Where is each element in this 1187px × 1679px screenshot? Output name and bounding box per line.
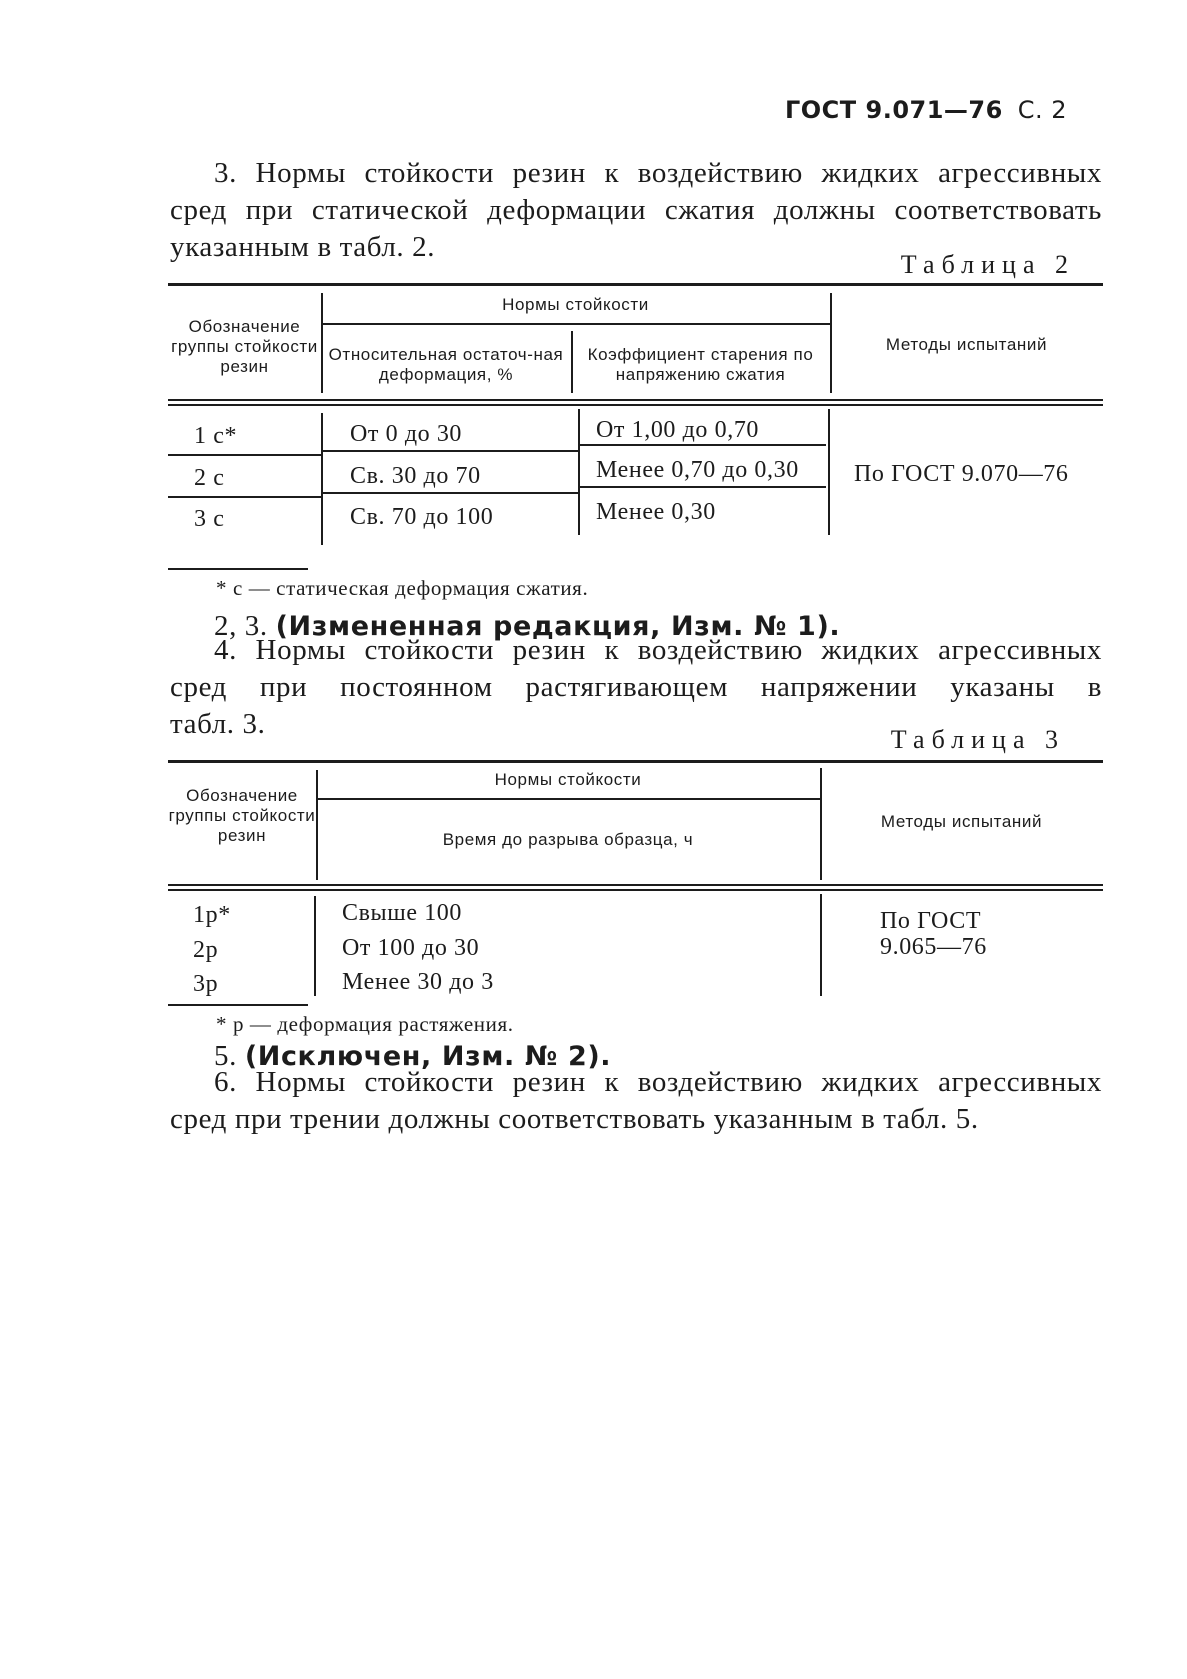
section-3-line-2: сред при статической деформации сжатия должны соответствовать bbox=[170, 194, 1102, 226]
table-2-row-sep-def-2 bbox=[321, 492, 578, 494]
section-4-line-1: 4. Нормы стойкости резин к воздействию жидких агрессивных bbox=[214, 634, 1102, 666]
table-3-header-rule-a bbox=[168, 884, 1103, 886]
table-3-method-line-1: По ГОСТ bbox=[880, 908, 982, 934]
table-2-header-rule-b bbox=[168, 404, 1103, 406]
table-2-row-sep-coef-2 bbox=[578, 486, 826, 488]
table-2-top-rule bbox=[168, 283, 1103, 286]
table-3-norms-group: Нормы стойкости bbox=[494, 770, 642, 789]
page-number: С. 2 bbox=[1017, 96, 1067, 124]
table-3-header-rule-b bbox=[168, 889, 1103, 891]
section-6-line-2: сред при трении должны соответствовать указанным в табл. 5. bbox=[170, 1103, 979, 1135]
table-2-col-methods: Методы испытаний bbox=[885, 335, 1048, 354]
table-2-norms-rule bbox=[321, 323, 830, 325]
table-2-row-1-coef: От 1,00 до 0,70 bbox=[596, 417, 760, 443]
amendment-1-text: (Измененная редакция, Изм. № 1). bbox=[275, 611, 841, 642]
amendment-2-text: (Исключен, Изм. № 2). bbox=[244, 1041, 612, 1072]
table-2-norms-group: Нормы стойкости bbox=[502, 295, 649, 314]
table-3-top-rule bbox=[168, 760, 1103, 763]
table-3-col-group: Обозначение группы стойкости резин bbox=[168, 786, 316, 845]
table-3-col-time: Время до разрыва образца, ч bbox=[442, 830, 694, 849]
table-3-col-methods: Методы испытаний bbox=[880, 812, 1043, 831]
table-2 bbox=[168, 283, 1103, 573]
table-2-body-vrule-2 bbox=[578, 409, 580, 535]
table-2-body-vrule-3 bbox=[828, 409, 830, 535]
table-2-row-2-deformation: Св. 30 до 70 bbox=[350, 463, 481, 489]
section-3-line-1: 3. Нормы стойкости резин к воздействию жидких агрессивных bbox=[214, 157, 1102, 189]
table-3-row-3-time: Менее 30 до 3 bbox=[342, 969, 494, 995]
section-6-paragraph bbox=[170, 1064, 1102, 1138]
table-3-norms-rule bbox=[316, 798, 820, 800]
table-3-row-2-group: 2р bbox=[193, 937, 219, 963]
section-4-line-2: сред при постоянном растягивающем напряжении указаны в bbox=[170, 671, 1102, 703]
table-3 bbox=[168, 760, 1103, 1010]
amendment-2-prefix: 5. bbox=[214, 1040, 237, 1072]
table-2-row-2-coef: Менее 0,70 до 0,30 bbox=[596, 457, 799, 483]
table-3-body-vrule-2 bbox=[820, 894, 822, 996]
table-2-row-sep-coef-1 bbox=[578, 444, 826, 446]
table-2-footnote: * с — статическая деформация сжатия. bbox=[216, 576, 589, 600]
table-3-row-1-group: 1р* bbox=[193, 902, 231, 928]
table-3-method-line-2: 9.065—76 bbox=[880, 934, 987, 960]
table-2-header-rule-a bbox=[168, 399, 1103, 401]
standard-number: ГОСТ 9.071—76 bbox=[784, 96, 1003, 124]
table-3-footnote-rule bbox=[168, 1004, 308, 1006]
table-2-row-sep-def-1 bbox=[321, 450, 578, 452]
table-2-row-3-coef: Менее 0,30 bbox=[596, 499, 716, 525]
table-2-col-deformation: Относительная остаточ-ная деформация, % bbox=[328, 345, 564, 384]
table-3-footnote: * р — деформация растяжения. bbox=[216, 1012, 514, 1036]
table-2-row-3-group: 3 с bbox=[194, 506, 225, 532]
table-3-row-1-time: Свыше 100 bbox=[342, 900, 462, 926]
table-2-row-1-group: 1 с* bbox=[194, 423, 238, 449]
table-2-col-group: Обозначение группы стойкости резин bbox=[171, 317, 318, 376]
table-2-row-sep-group-2 bbox=[168, 496, 321, 498]
table-2-row-1-deformation: От 0 до 30 bbox=[350, 421, 463, 447]
table-2-col-coef: Коэффициент старения по напряжению сжатия bbox=[587, 345, 814, 384]
table-2-row-2-group: 2 с bbox=[194, 465, 225, 491]
table-3-row-3-group: 3р bbox=[193, 971, 219, 997]
page-header bbox=[785, 96, 1067, 124]
amendment-1-prefix: 2, 3. bbox=[214, 610, 268, 642]
section-3-line-3: указанным в табл. 2. bbox=[170, 231, 436, 263]
table-2-row-3-deformation: Св. 70 до 100 bbox=[350, 504, 494, 530]
section-6-line-1: 6. Нормы стойкости резин к воздействию жидких агрессивных bbox=[214, 1066, 1102, 1098]
section-4-line-3: табл. 3. bbox=[170, 708, 266, 740]
table-2-body-vrule-1 bbox=[321, 413, 323, 545]
table-2-footnote-rule bbox=[168, 568, 308, 570]
table-3-body-vrule-1 bbox=[314, 896, 316, 996]
table-3-caption: Таблица 3 bbox=[890, 725, 1065, 754]
table-2-vrule-2 bbox=[571, 331, 573, 393]
table-2-caption: Таблица 2 bbox=[900, 250, 1075, 279]
table-2-row-sep-group-1 bbox=[168, 454, 321, 456]
table-3-row-2-time: От 100 до 30 bbox=[342, 935, 480, 961]
table-2-method: По ГОСТ 9.070—76 bbox=[854, 461, 1069, 487]
